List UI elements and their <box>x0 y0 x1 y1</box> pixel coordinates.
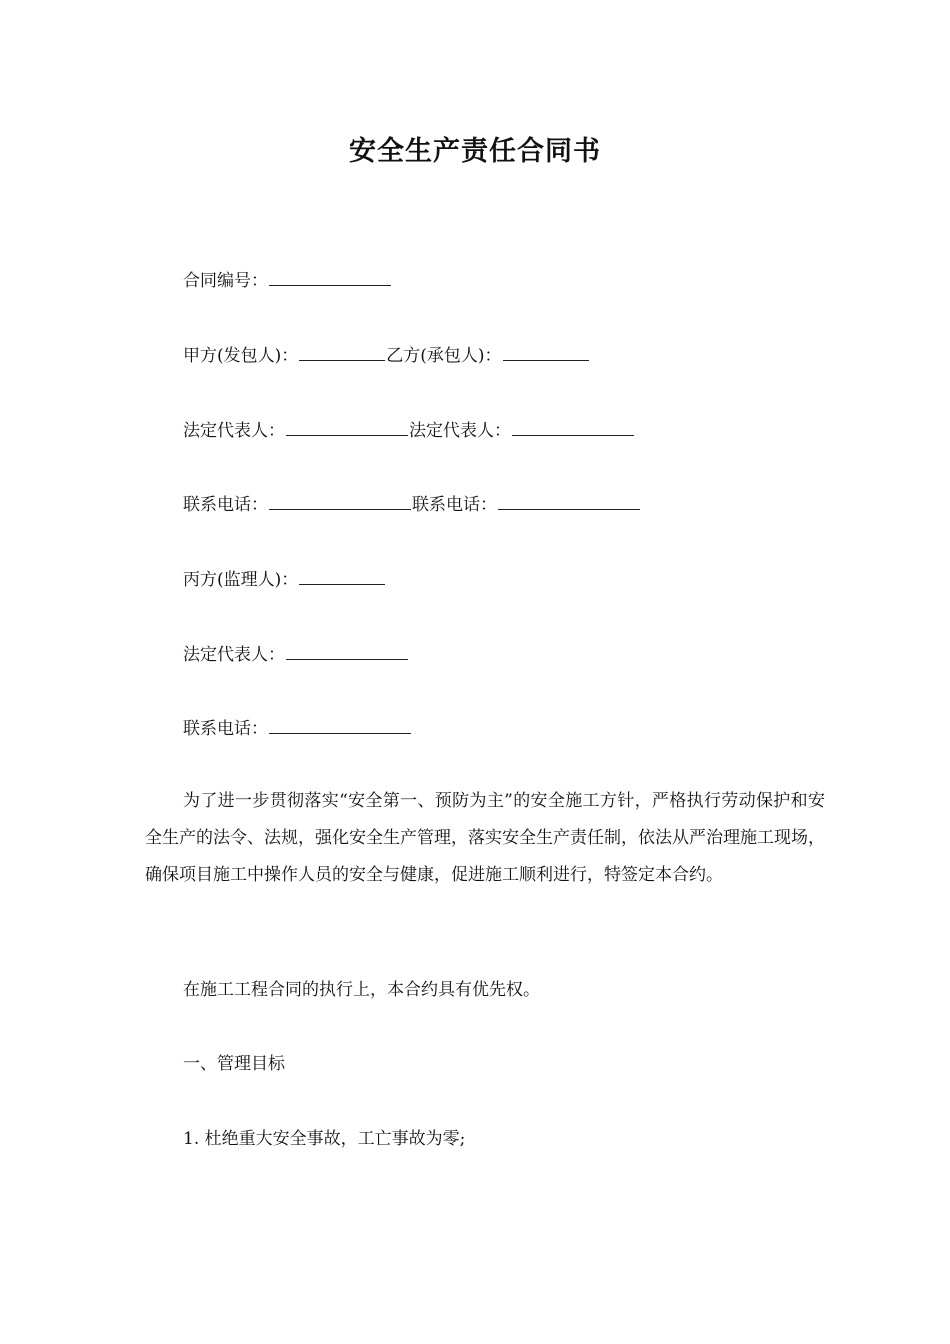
party-b-blank <box>503 342 589 361</box>
party-a-label: 甲方(发包人)： <box>183 346 299 366</box>
party-c-phone-label: 联系电话： <box>183 719 268 739</box>
list-item: 1. 杜绝重大安全事故，工亡事故为零; <box>183 1129 466 1149</box>
party-b-label: 乙方(承包人)： <box>386 346 502 366</box>
party-c-blank <box>299 566 385 585</box>
document-title: 安全生产责任合同书 <box>349 136 601 167</box>
party-a-phone-blank <box>269 491 411 510</box>
party-a-blank <box>299 342 385 361</box>
party-b-legal-rep-blank <box>512 417 634 436</box>
party-a-legal-rep-label: 法定代表人： <box>183 421 285 441</box>
party-c-legal-rep-blank <box>286 641 408 660</box>
legal-rep-row <box>183 417 635 444</box>
party-c-label: 丙方(监理人)： <box>183 570 299 590</box>
party-b-phone-label: 联系电话： <box>412 495 497 515</box>
party-a-phone-label: 联系电话： <box>183 495 268 515</box>
party-c-row <box>183 566 386 593</box>
phone-row <box>183 491 641 518</box>
party-a-legal-rep-blank <box>286 417 408 436</box>
intro-paragraph: 为了进一步贯彻落实“安全第一、预防为主”的安全施工方针，严格执行劳动保护和安全生产的法令、法规，强化安全生产管理，落实安全生产责任制，依法从严治理施工现场，确保项目施工中操作人员的安全与健康，促进施工顺利进行，特签定本合约。 <box>145 791 825 885</box>
party-c-phone-row <box>183 715 412 742</box>
party-row <box>183 342 590 369</box>
contract-number-row <box>183 267 392 294</box>
priority-sentence: 在施工工程合同的执行上，本合约具有优先权。 <box>183 980 540 1000</box>
party-b-phone-blank <box>498 491 640 510</box>
contract-number-label: 合同编号： <box>183 271 268 291</box>
party-c-phone-blank <box>269 715 411 734</box>
party-c-legal-rep-row <box>183 641 409 668</box>
party-c-legal-rep-label: 法定代表人： <box>183 645 285 665</box>
contract-number-blank <box>269 267 391 286</box>
section-heading: 一、管理目标 <box>183 1054 285 1074</box>
party-b-legal-rep-label: 法定代表人： <box>409 421 511 441</box>
